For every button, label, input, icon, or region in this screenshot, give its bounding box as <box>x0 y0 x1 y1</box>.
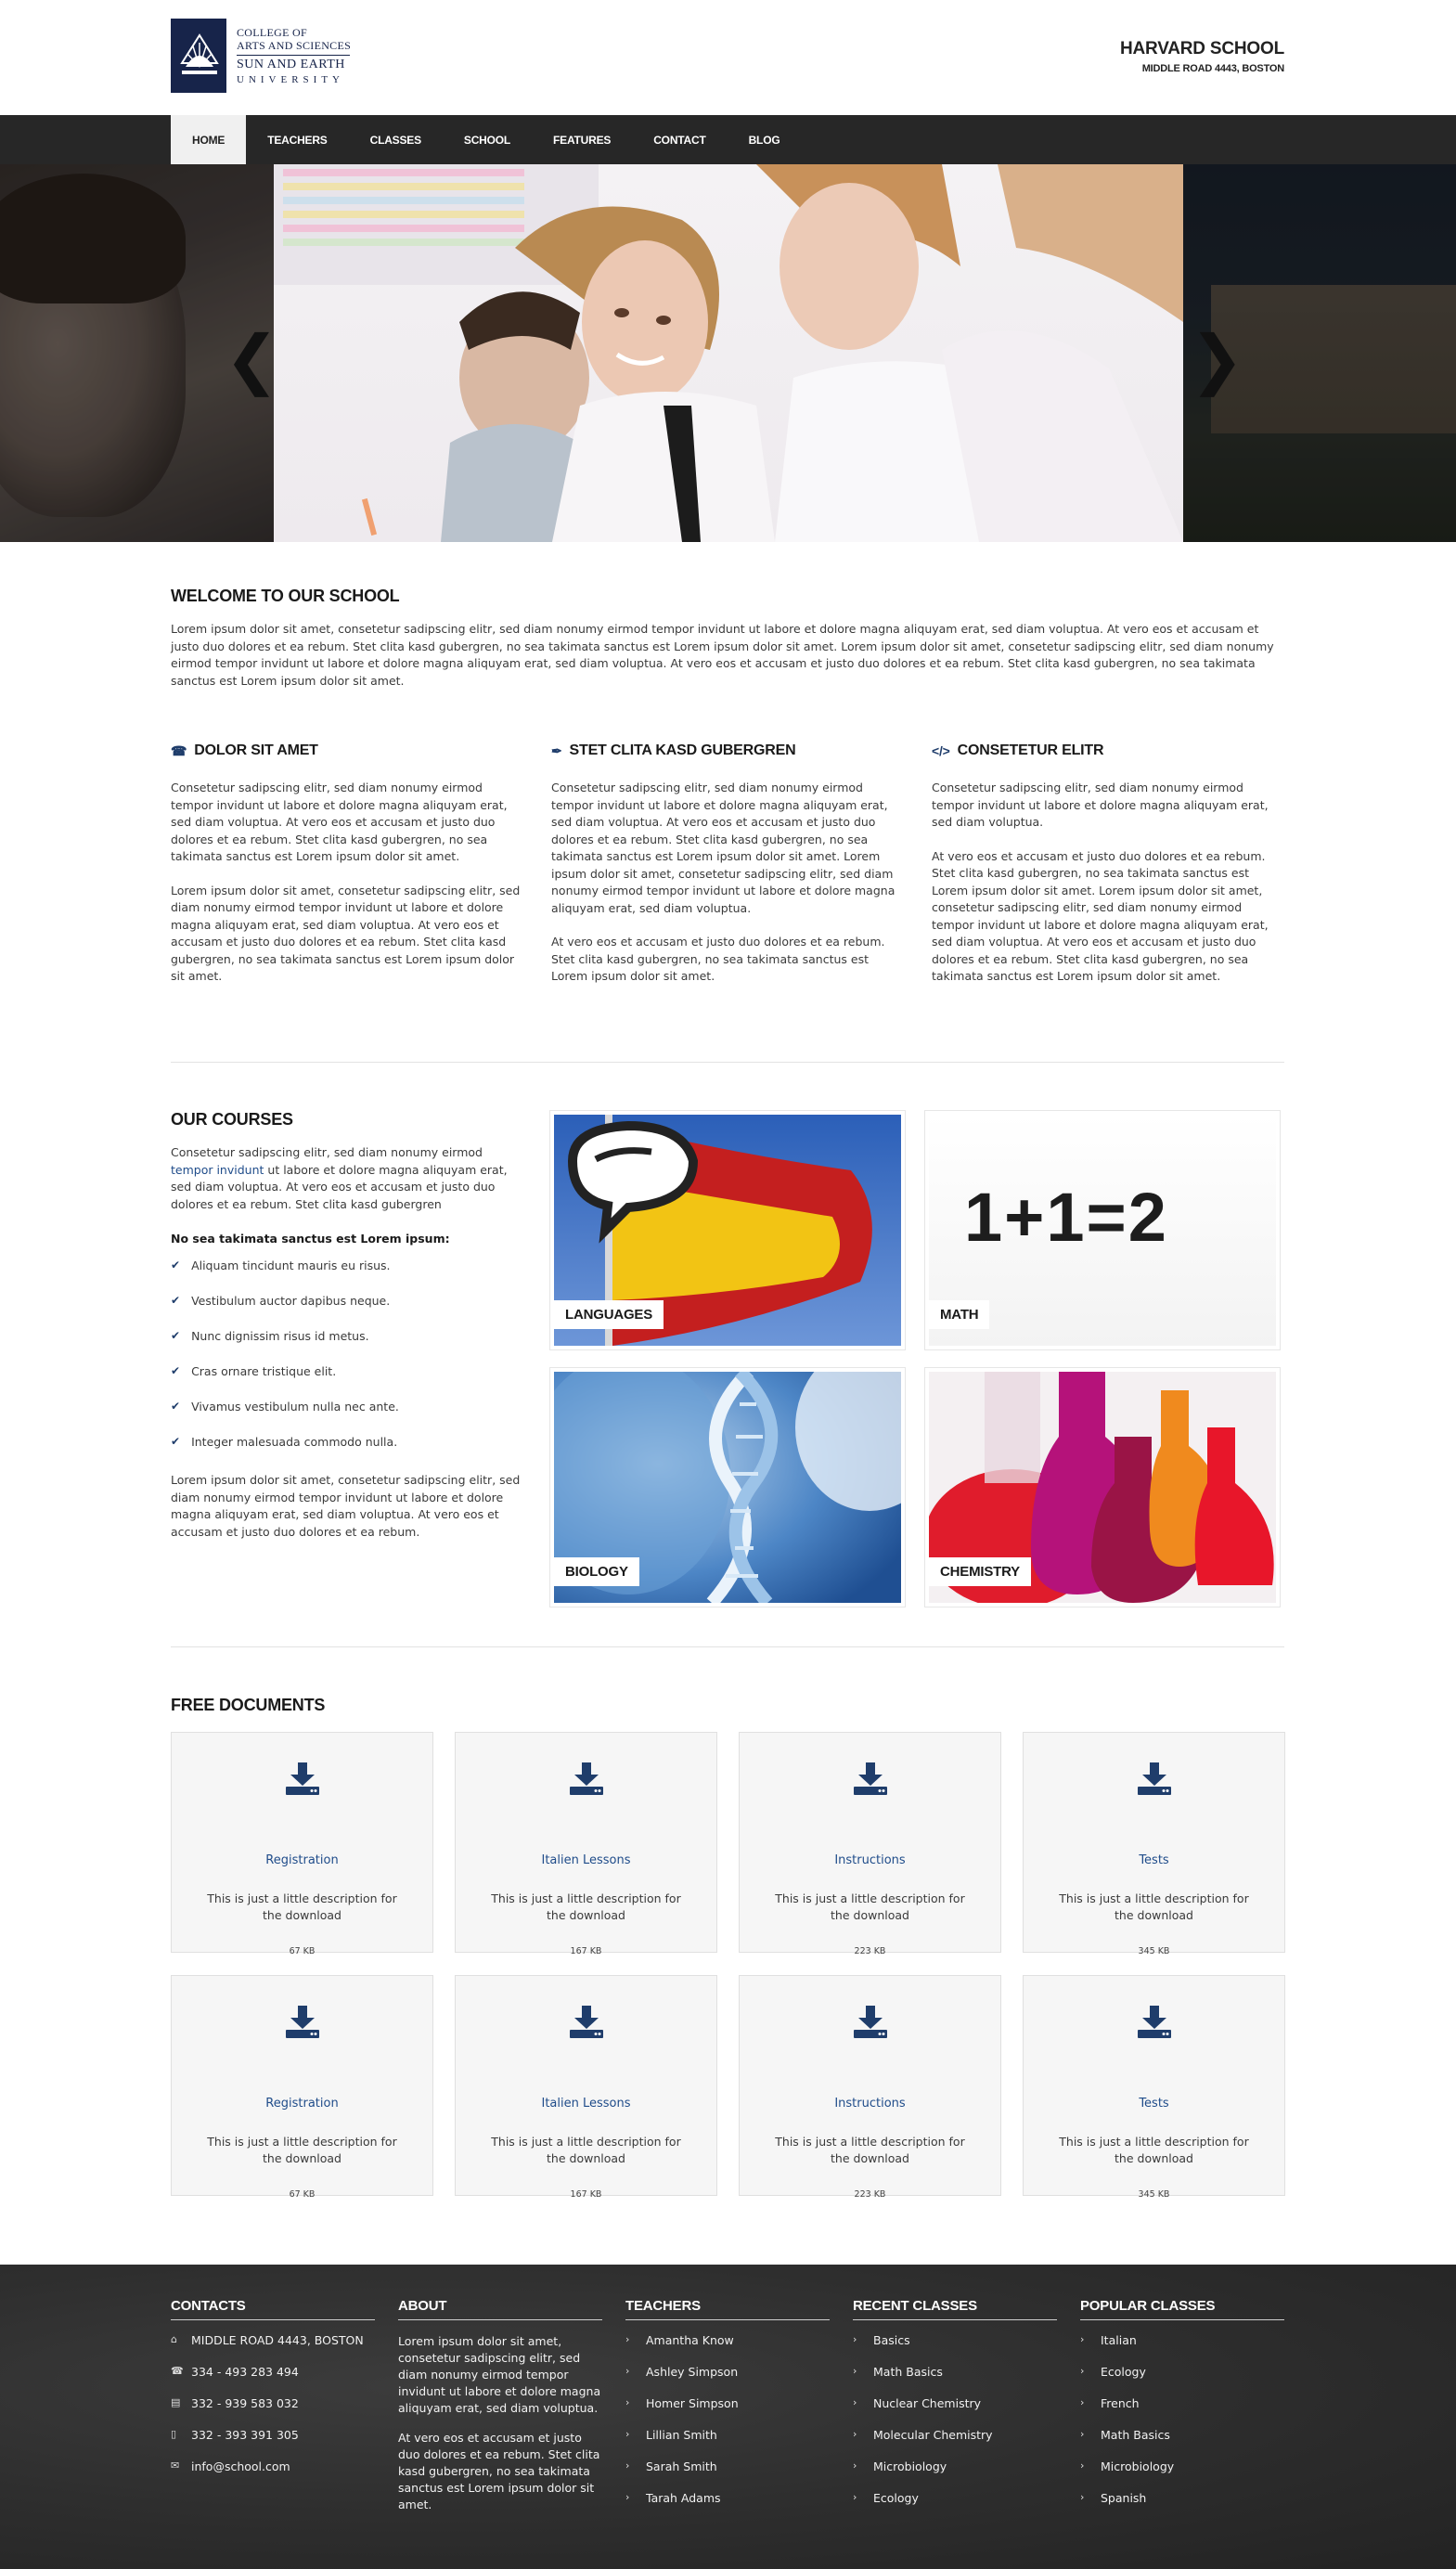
home-icon: ⌂ <box>171 2333 177 2345</box>
feature-title: CONSETETUR ELITR <box>957 742 1104 758</box>
document-icon: ▤ <box>171 2396 181 2408</box>
code-icon: </> <box>932 743 950 758</box>
download-description: This is just a little description for the download <box>491 2135 681 2165</box>
school-info <box>1120 39 1284 74</box>
feature-text: At vero eos et accusam et justo duo dolores et ea rebum. Stet clita kasd gubergren, no sea takimata sanctus est Lorem ipsum dolor sit amet. Lorem ipsum dolor sit amet, consetetur sadipscing elitr, sed diam nonumy eirmod tempor invidunt ut labore et dolore magna aliquyam erat, sed diam voluptua. At vero eos et accusam et justo duo dolores et ea rebum. Stet clita kasd gubergren, no sea takimata sanctus est Lorem ipsum dolor sit amet. <box>932 848 1269 983</box>
course-tile-biology[interactable] <box>549 1367 906 1607</box>
logo-line-2: ARTS AND SCIENCES <box>237 39 350 56</box>
feature-title: STET CLITA KASD GUBERGREN <box>569 742 796 758</box>
courses-title: OUR COURSES <box>171 1110 293 1129</box>
download-icon[interactable] <box>1024 2006 1284 2043</box>
section-divider <box>171 1646 1284 1647</box>
footer-link[interactable]: › Lillian Smith <box>625 2428 717 2442</box>
footer-link[interactable]: › Ashley Simpson <box>625 2365 739 2379</box>
welcome-text: Lorem ipsum dolor sit amet, consetetur sadipscing elitr, sed diam nonumy eirmod tempor invidunt ut labore et dolore magna aliquyam erat, sed diam voluptua. At vero eos et accusam et justo duo dolores et ea rebum. Stet clita kasd gubergren, no sea takimata sanctus est Lorem ipsum dolor sit amet. Lorem ipsum dolor sit amet, consetetur sadipscing elitr, sed diam nonumy eirmod tempor invidunt ut labore et dolore magna aliquyam erat, sed diam voluptua. At vero eos et accusam et justo duo dolores et ea rebum. Stet clita kasd gubergren, no sea takimata sanctus est Lorem ipsum dolor sit amet. <box>171 622 1274 688</box>
footer-link[interactable]: › Microbiology <box>853 2459 947 2473</box>
tile-label: LANGUAGES <box>554 1300 664 1329</box>
welcome-section <box>171 587 1284 690</box>
footer-link[interactable]: › Ecology <box>1080 2365 1146 2379</box>
chevron-right-icon: › <box>853 2491 857 2503</box>
download-size: 67 KB <box>289 1946 316 1956</box>
site-footer <box>0 2265 1456 2569</box>
school-name: HARVARD SCHOOL <box>1119 39 1284 58</box>
footer-link[interactable]: › Math Basics <box>853 2365 943 2379</box>
courses-outro-text: Lorem ipsum dolor sit amet, consetetur sadipscing elitr, sed diam nonumy eirmod tempor invidunt ut labore et dolore magna aliquyam erat, sed diam voluptua. At vero eos et accusam et justo duo dolores et ea rebum. <box>171 1473 521 1539</box>
feature-text: At vero eos et accusam et justo duo dolores et ea rebum. Stet clita kasd gubergren, no sea takimata sanctus est Lorem ipsum dolor sit amet. <box>551 935 885 983</box>
contact-mobile[interactable]: ▯ 332 - 393 391 305 <box>171 2428 299 2442</box>
course-tile-chemistry[interactable] <box>924 1367 1281 1607</box>
footer-heading: ABOUT <box>398 2298 602 2320</box>
footer-link[interactable]: › Basics <box>853 2333 910 2347</box>
chevron-right-icon: › <box>1080 2333 1085 2345</box>
school-address: MIDDLE ROAD 4443, BOSTON <box>1141 63 1284 74</box>
tile-label: MATH <box>929 1300 989 1329</box>
courses-checklist <box>171 1259 523 1470</box>
download-size: 223 KB <box>854 2189 886 2200</box>
check-icon: ✔ <box>171 1400 181 1413</box>
download-card[interactable] <box>1023 1975 1285 2200</box>
check-icon: ✔ <box>171 1364 181 1377</box>
download-description: This is just a little description for the download <box>775 1891 965 1922</box>
download-size: 345 KB <box>1138 1946 1170 1956</box>
chevron-right-icon: › <box>853 2428 857 2440</box>
chevron-right-icon[interactable]: ❯ <box>1190 321 1244 397</box>
download-title[interactable]: Italien Lessons <box>541 2097 631 2111</box>
courses-intro-text: Consetetur sadipscing elitr, sed diam nonumy eirmod tempor invidunt ut labore et dolore magna aliquyam erat, sed diam voluptua. At vero eos et accusam et justo duo dolores et ea rebum. Stet clita kasd gubergren <box>171 1145 508 1211</box>
chevron-right-icon: › <box>625 2459 630 2472</box>
main-nav <box>0 115 1456 164</box>
nav-item-classes[interactable]: CLASSES <box>369 133 421 147</box>
envelope-icon: ✉ <box>171 2459 180 2472</box>
download-title[interactable]: Tests <box>1139 1853 1169 1867</box>
footer-link[interactable]: › Homer Simpson <box>625 2396 739 2410</box>
tile-label: CHEMISTRY <box>929 1557 1031 1586</box>
feature-title: DOLOR SIT AMET <box>194 742 318 758</box>
phone-icon: ☎ <box>171 742 187 758</box>
nav-item-teachers[interactable]: TEACHERS <box>267 133 328 147</box>
download-title[interactable]: Italien Lessons <box>541 1853 631 1867</box>
footer-link[interactable]: › Math Basics <box>1080 2428 1170 2442</box>
feature-text: Lorem ipsum dolor sit amet, consetetur sadipscing elitr, sed diam nonumy eirmod tempor invidunt ut labore et dolore magna aliquyam erat, sed diam voluptua. At vero eos et accusam et justo duo dolores et ea rebum. Stet clita kasd gubergren, no sea takimata sanctus est Lorem ipsum dolor sit amet. <box>171 883 521 983</box>
chevron-right-icon: › <box>625 2428 630 2440</box>
contact-fax: ▤ 332 - 939 583 032 <box>171 2396 299 2410</box>
download-icon[interactable] <box>740 2006 1000 2043</box>
download-size: 67 KB <box>289 2189 316 2200</box>
documents-section <box>171 1696 1284 1730</box>
download-title[interactable]: Instructions <box>834 2097 906 2111</box>
check-icon: ✔ <box>171 1294 181 1307</box>
chevron-right-icon: › <box>853 2365 857 2377</box>
footer-link[interactable]: › Amantha Know <box>625 2333 734 2347</box>
nav-item-features[interactable]: FEATURES <box>553 133 612 147</box>
download-icon[interactable] <box>456 2006 716 2043</box>
list-item: ✔ Vestibulum auctor dapibus neque. <box>171 1294 391 1308</box>
chevron-right-icon: › <box>625 2365 630 2377</box>
footer-link[interactable]: › Sarah Smith <box>625 2459 717 2473</box>
chevron-right-icon: › <box>1080 2396 1085 2408</box>
list-item: ✔ Vivamus vestibulum nulla nec ante. <box>171 1400 399 1414</box>
footer-link[interactable]: › Italian <box>1080 2333 1137 2347</box>
download-size: 167 KB <box>570 1946 602 1956</box>
courses-intro-link[interactable]: tempor invidunt <box>171 1162 264 1177</box>
download-size: 167 KB <box>570 2189 602 2200</box>
footer-teachers <box>625 2298 830 2523</box>
download-title[interactable]: Registration <box>265 2097 339 2111</box>
about-text: At vero eos et accusam et justo duo dolores et ea rebum. Stet clita kasd gubergren, no sea takimata sanctus est Lorem ipsum dolor sit amet. <box>398 2431 600 2511</box>
math-equation: 1+1=2 <box>964 1179 1168 1256</box>
download-card[interactable] <box>739 1732 1001 1956</box>
download-size: 223 KB <box>854 1946 886 1956</box>
download-description: This is just a little description for the download <box>207 1891 397 1922</box>
feature-text: Consetetur sadipscing elitr, sed diam nonumy eirmod tempor invidunt ut labore et dolore magna aliquyam erat, sed diam voluptua. At vero eos et accusam et justo duo dolores et ea rebum. Stet clita kasd gubergren, no sea takimata sanctus est Lorem ipsum dolor sit amet. Lorem ipsum dolor sit amet, consetetur sadipscing elitr, sed diam nonumy eirmod tempor invidunt ut labore et dolore magna aliquyam erat, sed diam voluptua. <box>551 781 896 915</box>
logo-line-4: UNIVERSITY <box>237 74 344 85</box>
footer-heading: POPULAR CLASSES <box>1080 2298 1284 2320</box>
chevron-right-icon: › <box>625 2491 630 2503</box>
footer-link[interactable]: › Nuclear Chemistry <box>853 2396 982 2410</box>
courses-intro <box>171 1110 523 1541</box>
chevron-right-icon: › <box>625 2396 630 2408</box>
logo-emblem <box>171 19 226 93</box>
download-card[interactable] <box>455 1975 717 2200</box>
download-size: 345 KB <box>1138 2189 1170 2200</box>
feature-text: Consetetur sadipscing elitr, sed diam nonumy eirmod tempor invidunt ut labore et dolore magna aliquyam erat, sed diam voluptua. <box>932 781 1269 829</box>
footer-recent-classes <box>853 2298 1057 2523</box>
download-title[interactable]: Instructions <box>834 1853 906 1867</box>
download-icon[interactable] <box>172 1762 432 1800</box>
chevron-left-icon[interactable]: ❮ <box>225 321 279 397</box>
chevron-right-icon: › <box>625 2333 630 2345</box>
nav-item-contact[interactable]: CONTACT <box>653 133 706 147</box>
footer-link[interactable]: › Ecology <box>853 2491 919 2505</box>
site-header <box>0 0 1456 115</box>
slide-current-image <box>274 164 1183 542</box>
chevron-right-icon: › <box>1080 2459 1085 2472</box>
nav-item-home[interactable]: HOME <box>171 115 246 164</box>
phone-icon: ☎ <box>171 2365 184 2377</box>
download-card[interactable] <box>455 1732 717 1956</box>
check-icon: ✔ <box>171 1329 181 1342</box>
course-tile-math[interactable] <box>924 1110 1281 1350</box>
feature-column <box>932 742 1284 1002</box>
download-description: This is just a little description for the download <box>1059 2135 1249 2165</box>
footer-heading: TEACHERS <box>625 2298 830 2320</box>
download-card[interactable] <box>171 1975 433 2200</box>
chevron-right-icon: › <box>1080 2428 1085 2440</box>
download-icon[interactable] <box>740 1762 1000 1800</box>
download-title[interactable]: Registration <box>265 1853 339 1867</box>
chevron-right-icon: › <box>853 2333 857 2345</box>
hero-slider <box>0 164 1456 542</box>
chevron-right-icon: › <box>1080 2491 1085 2503</box>
feature-column <box>171 742 523 1002</box>
chevron-right-icon: › <box>853 2396 857 2408</box>
logo-line-3: SUN AND EARTH <box>237 58 345 71</box>
welcome-title: WELCOME TO OUR SCHOOL <box>171 587 400 605</box>
logo-line-1: COLLEGE OF <box>237 26 307 39</box>
features-row <box>171 742 1284 1002</box>
footer-heading: CONTACTS <box>171 2298 375 2320</box>
documents-title: FREE DOCUMENTS <box>171 1696 326 1714</box>
university-logo[interactable] <box>171 19 356 95</box>
footer-contacts <box>171 2298 375 2491</box>
footer-about <box>398 2298 602 2526</box>
download-description: This is just a little description for the download <box>207 2135 397 2165</box>
feature-column <box>551 742 904 1002</box>
download-description: This is just a little description for the download <box>1059 1891 1249 1922</box>
download-description: This is just a little description for the download <box>491 1891 681 1922</box>
chevron-right-icon: › <box>1080 2365 1085 2377</box>
pen-icon: ✒ <box>551 742 562 758</box>
download-card[interactable] <box>171 1732 433 1956</box>
nav-item-blog[interactable]: BLOG <box>748 133 780 147</box>
download-card[interactable] <box>739 1975 1001 2200</box>
chevron-right-icon: › <box>853 2459 857 2472</box>
download-icon[interactable] <box>172 2006 432 2043</box>
section-divider <box>171 1062 1284 1063</box>
course-tile-languages[interactable] <box>549 1110 906 1350</box>
contact-phone[interactable]: ☎ 334 - 493 283 494 <box>171 2365 299 2379</box>
check-icon: ✔ <box>171 1435 181 1448</box>
footer-link[interactable]: › Tarah Adams <box>625 2491 721 2505</box>
download-card[interactable] <box>1023 1732 1285 1956</box>
courses-list-heading: No sea takimata sanctus est Lorem ipsum: <box>171 1232 450 1246</box>
feature-text: Consetetur sadipscing elitr, sed diam nonumy eirmod tempor invidunt ut labore et dolore magna aliquyam erat, sed diam voluptua. At vero eos et accusam et justo duo dolores et ea rebum. Stet clita kasd gubergren, no sea takimata sanctus est Lorem ipsum dolor sit amet. <box>171 781 508 863</box>
mobile-icon: ▯ <box>171 2428 177 2440</box>
footer-link[interactable]: › Spanish <box>1080 2491 1147 2505</box>
footer-link[interactable]: › Microbiology <box>1080 2459 1175 2473</box>
tile-label: BIOLOGY <box>554 1557 639 1586</box>
list-item: ✔ Aliquam tincidunt mauris eu risus. <box>171 1259 391 1272</box>
contact-email[interactable]: ✉ info@school.com <box>171 2459 290 2473</box>
download-icon[interactable] <box>1024 1762 1284 1800</box>
download-title[interactable]: Tests <box>1139 2097 1169 2111</box>
download-description: This is just a little description for the download <box>775 2135 965 2165</box>
list-item: ✔ Integer malesuada commodo nulla. <box>171 1435 398 1449</box>
footer-heading: RECENT CLASSES <box>853 2298 1057 2320</box>
list-item: ✔ Nunc dignissim risus id metus. <box>171 1329 369 1343</box>
footer-link[interactable]: › Molecular Chemistry <box>853 2428 993 2442</box>
nav-item-school[interactable]: SCHOOL <box>463 133 511 147</box>
download-icon[interactable] <box>456 1762 716 1800</box>
footer-popular-classes <box>1080 2298 1284 2523</box>
list-item: ✔ Cras ornare tristique elit. <box>171 1364 337 1378</box>
check-icon: ✔ <box>171 1259 181 1272</box>
contact-address: ⌂ MIDDLE ROAD 4443, BOSTON <box>171 2333 364 2347</box>
footer-link[interactable]: › French <box>1080 2396 1140 2410</box>
about-text: Lorem ipsum dolor sit amet, consetetur sadipscing elitr, sed diam nonumy eirmod tempor invidunt ut labore et dolore magna aliquyam erat, sed diam voluptua. <box>398 2334 601 2415</box>
